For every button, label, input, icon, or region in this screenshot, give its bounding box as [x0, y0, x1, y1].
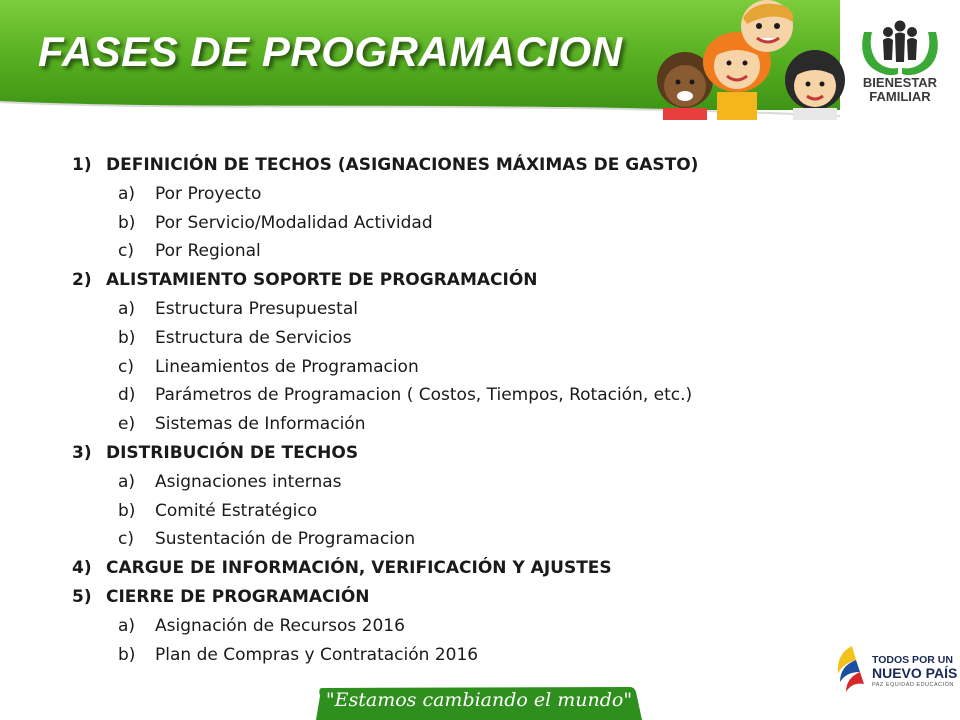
phase-title: DISTRIBUCIÓN DE TECHOS	[106, 442, 359, 463]
subitem-text: Por Proyecto	[155, 183, 262, 204]
phase-subitem	[72, 381, 912, 410]
subitem-text: Comité Estratégico	[155, 500, 318, 521]
children-illustration	[655, 0, 845, 120]
todos-por-un-nuevo-pais-logo	[832, 644, 868, 694]
phase-number: 2)	[72, 270, 92, 291]
page-title: FASES DE PROGRAMACION	[38, 28, 623, 75]
subitem-letter: b)	[118, 327, 136, 348]
tpn-line-2: NUEVO PAÍS	[872, 665, 958, 681]
subitem-letter: c)	[118, 356, 134, 377]
phase-number: 3)	[72, 442, 92, 463]
subitem-letter: d)	[118, 385, 136, 406]
subitem-letter: b)	[118, 644, 136, 665]
phase-title: ALISTAMIENTO SOPORTE DE PROGRAMACIÓN	[106, 270, 538, 291]
logo-line-1: BIENESTAR	[862, 75, 938, 90]
phase-number: 5)	[72, 586, 92, 607]
phase-item	[72, 583, 912, 612]
subitem-letter: b)	[118, 500, 136, 521]
subitem-text: Estructura de Servicios	[155, 327, 352, 348]
phase-subitem	[72, 641, 912, 670]
phase-subitem	[72, 410, 912, 439]
phase-subitem	[72, 468, 912, 497]
subitem-text: Sistemas de Información	[155, 414, 366, 435]
tpn-line-1: TODOS POR UN	[872, 654, 953, 666]
subitem-letter: e)	[118, 414, 136, 435]
slide-header	[0, 0, 960, 124]
phase-item	[72, 554, 912, 583]
phase-item	[72, 266, 912, 295]
phase-subitem	[72, 497, 912, 526]
phase-title: CIERRE DE PROGRAMACIÓN	[106, 586, 370, 607]
subitem-text: Parámetros de Programacion ( Costos, Tiempos, Rotación, etc.)	[155, 385, 693, 406]
subitem-text: Por Servicio/Modalidad Actividad	[155, 212, 433, 233]
subitem-letter: b)	[118, 212, 136, 233]
subitem-letter: a)	[118, 471, 136, 492]
logo-line-2: FAMILIAR	[869, 89, 931, 104]
phase-subitem	[72, 295, 912, 324]
subitem-text: Asignación de Recursos 2016	[155, 615, 405, 636]
subitem-text: Por Regional	[155, 241, 261, 262]
subitem-text: Plan de Compras y Contratación 2016	[155, 644, 479, 665]
phase-number: 4)	[72, 558, 92, 579]
phase-title: CARGUE DE INFORMACIÓN, VERIFICACIÓN Y AJUSTES	[106, 558, 612, 579]
phase-subitem	[72, 324, 912, 353]
subitem-text: Estructura Presupuestal	[155, 298, 358, 319]
slogan-text: "Estamos cambiando el mundo"	[325, 689, 633, 711]
subitem-letter: c)	[118, 529, 134, 550]
phase-number: 1)	[72, 155, 92, 175]
phase-subitem	[72, 525, 912, 554]
phase-subitem	[72, 353, 912, 382]
subitem-text: Sustentación de Programacion	[155, 529, 416, 550]
phase-subitem	[72, 612, 912, 641]
phase-item	[72, 439, 912, 468]
tpn-wordmark	[872, 654, 960, 689]
subitem-letter: a)	[118, 615, 136, 636]
subitem-letter: a)	[118, 298, 136, 319]
logo-wordmark	[840, 76, 960, 104]
phase-subitem	[72, 180, 912, 209]
phase-title: DEFINICIÓN DE TECHOS (ASIGNACIONES MÁXIMAS DE GASTO)	[106, 155, 699, 175]
subitem-letter: a)	[118, 183, 136, 204]
phase-item	[72, 151, 912, 180]
phase-subitem	[72, 237, 912, 266]
phases-outline	[72, 151, 912, 669]
subitem-letter: c)	[118, 241, 134, 262]
phase-subitem	[72, 209, 912, 238]
tpn-line-3: PAZ EQUIDAD EDUCACIÓN	[872, 682, 954, 688]
subitem-text: Lineamientos de Programacion	[155, 356, 419, 377]
subitem-text: Asignaciones internas	[155, 471, 342, 492]
